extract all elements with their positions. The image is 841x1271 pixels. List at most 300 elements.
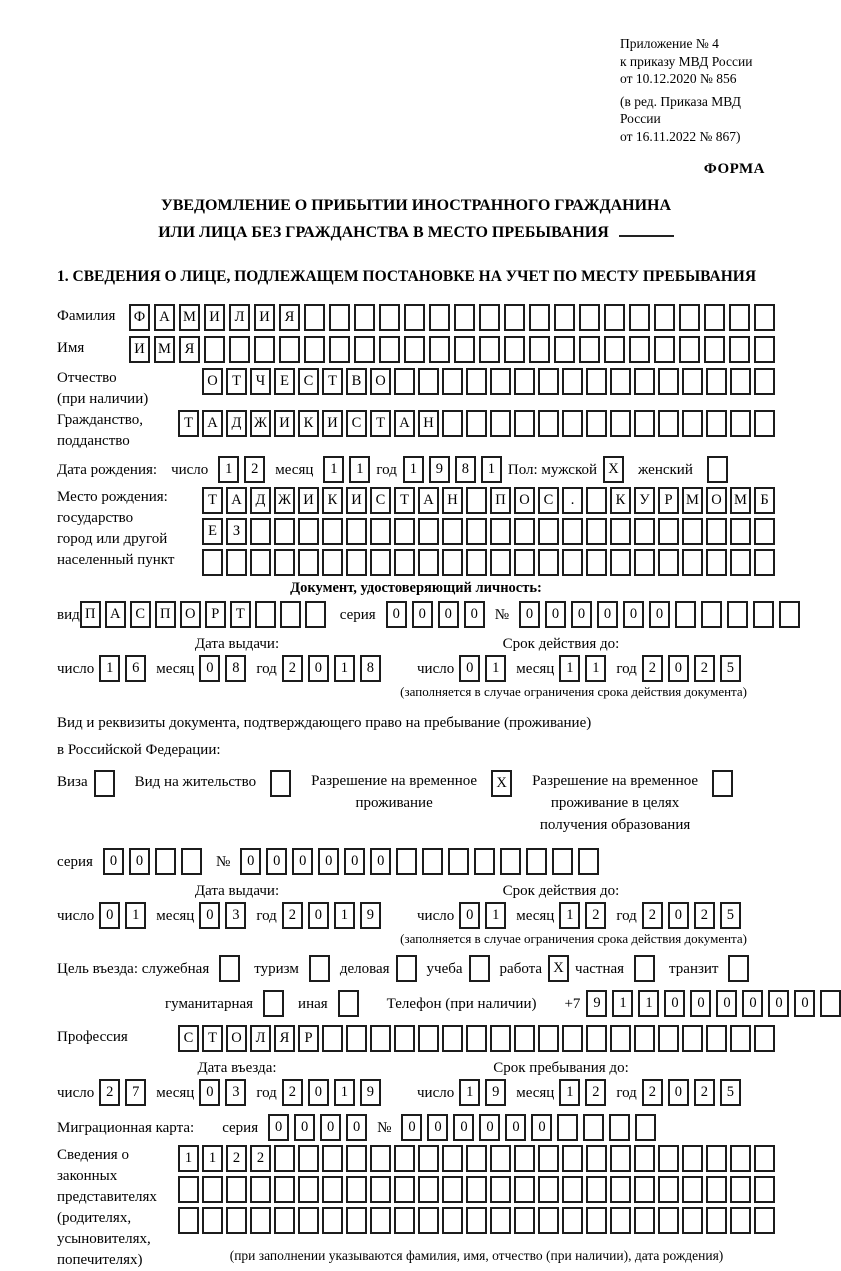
char-box[interactable] (730, 410, 751, 437)
char-box[interactable]: 1 (485, 655, 506, 682)
char-box[interactable]: 2 (282, 655, 303, 682)
char-box[interactable]: 0 (742, 990, 763, 1017)
char-box[interactable] (338, 990, 359, 1017)
char-box[interactable] (346, 1145, 367, 1172)
char-box[interactable] (609, 1114, 630, 1141)
residence-valid-month[interactable] (559, 902, 606, 929)
char-box[interactable]: А (105, 601, 126, 628)
legal-reps-field-row2[interactable] (178, 1176, 775, 1203)
char-box[interactable]: 0 (199, 902, 220, 929)
char-box[interactable] (538, 1176, 559, 1203)
birth-day-field[interactable] (218, 456, 265, 483)
char-box[interactable] (479, 304, 500, 331)
char-box[interactable] (226, 549, 247, 576)
char-box[interactable] (329, 336, 350, 363)
char-box[interactable]: И (274, 410, 295, 437)
char-box[interactable] (229, 336, 250, 363)
char-box[interactable] (610, 1025, 631, 1052)
char-box[interactable] (634, 410, 655, 437)
char-box[interactable] (466, 410, 487, 437)
char-box[interactable] (418, 518, 439, 545)
char-box[interactable]: 0 (464, 601, 485, 628)
char-box[interactable]: 9 (360, 1079, 381, 1106)
char-box[interactable] (274, 1145, 295, 1172)
char-box[interactable] (629, 336, 650, 363)
char-box[interactable] (394, 518, 415, 545)
char-box[interactable] (219, 955, 240, 982)
char-box[interactable]: Ж (274, 487, 295, 514)
char-box[interactable]: 2 (694, 1079, 715, 1106)
char-box[interactable] (370, 1145, 391, 1172)
char-box[interactable] (634, 1176, 655, 1203)
char-box[interactable] (728, 955, 749, 982)
char-box[interactable] (754, 1025, 775, 1052)
char-box[interactable] (706, 1176, 727, 1203)
char-box[interactable] (658, 1145, 679, 1172)
char-box[interactable] (562, 410, 583, 437)
char-box[interactable] (701, 601, 722, 628)
char-box[interactable]: П (80, 601, 101, 628)
char-box[interactable] (586, 1145, 607, 1172)
char-box[interactable] (514, 549, 535, 576)
char-box[interactable] (610, 1176, 631, 1203)
char-box[interactable]: 0 (346, 1114, 367, 1141)
char-box[interactable] (706, 549, 727, 576)
char-box[interactable]: 2 (642, 1079, 663, 1106)
char-box[interactable] (754, 304, 775, 331)
char-box[interactable]: 1 (559, 1079, 580, 1106)
char-box[interactable] (658, 1176, 679, 1203)
char-box[interactable]: . (562, 487, 583, 514)
char-box[interactable] (469, 955, 490, 982)
char-box[interactable]: Т (394, 487, 415, 514)
char-box[interactable] (682, 410, 703, 437)
char-box[interactable] (562, 518, 583, 545)
char-box[interactable]: 1 (559, 655, 580, 682)
char-box[interactable] (298, 1176, 319, 1203)
char-box[interactable] (730, 1025, 751, 1052)
char-box[interactable]: С (370, 487, 391, 514)
char-box[interactable] (226, 1207, 247, 1234)
char-box[interactable]: Я (279, 304, 300, 331)
char-box[interactable] (254, 336, 275, 363)
char-box[interactable]: Т (230, 601, 251, 628)
char-box[interactable] (682, 1207, 703, 1234)
char-box[interactable]: 0 (103, 848, 124, 875)
char-box[interactable] (298, 518, 319, 545)
char-box[interactable]: 0 (794, 990, 815, 1017)
char-box[interactable] (394, 1176, 415, 1203)
char-box[interactable] (538, 1145, 559, 1172)
char-box[interactable]: П (155, 601, 176, 628)
char-box[interactable] (514, 518, 535, 545)
char-box[interactable] (418, 368, 439, 395)
char-box[interactable] (346, 1025, 367, 1052)
char-box[interactable]: 0 (427, 1114, 448, 1141)
char-box[interactable] (442, 1145, 463, 1172)
char-box[interactable]: Б (754, 487, 775, 514)
temp-residence-checkbox[interactable] (491, 770, 512, 797)
char-box[interactable]: 0 (386, 601, 407, 628)
char-box[interactable] (490, 1207, 511, 1234)
birthplace-field-row3[interactable] (202, 549, 775, 576)
char-box[interactable] (354, 304, 375, 331)
char-box[interactable] (706, 1025, 727, 1052)
char-box[interactable]: 0 (453, 1114, 474, 1141)
char-box[interactable] (730, 1176, 751, 1203)
char-box[interactable]: И (204, 304, 225, 331)
char-box[interactable] (682, 1025, 703, 1052)
char-box[interactable]: Ж (250, 410, 271, 437)
char-box[interactable] (250, 1176, 271, 1203)
residence-number-field[interactable] (240, 848, 599, 875)
char-box[interactable] (370, 1207, 391, 1234)
char-box[interactable]: 0 (320, 1114, 341, 1141)
passport-valid-day[interactable] (459, 655, 506, 682)
char-box[interactable] (178, 1207, 199, 1234)
char-box[interactable] (394, 1207, 415, 1234)
purpose-business-checkbox[interactable] (396, 955, 417, 982)
char-box[interactable] (279, 336, 300, 363)
char-box[interactable] (658, 1025, 679, 1052)
char-box[interactable] (466, 549, 487, 576)
char-box[interactable]: Ф (129, 304, 150, 331)
char-box[interactable] (490, 410, 511, 437)
char-box[interactable]: А (154, 304, 175, 331)
char-box[interactable] (554, 304, 575, 331)
residence-permit-checkbox[interactable] (270, 770, 291, 797)
char-box[interactable]: 1 (334, 902, 355, 929)
char-box[interactable] (448, 848, 469, 875)
char-box[interactable]: М (154, 336, 175, 363)
char-box[interactable]: И (346, 487, 367, 514)
char-box[interactable] (250, 518, 271, 545)
purpose-transit-checkbox[interactable] (728, 955, 749, 982)
char-box[interactable]: О (202, 368, 223, 395)
char-box[interactable]: 0 (308, 655, 329, 682)
char-box[interactable]: 0 (545, 601, 566, 628)
char-box[interactable]: 0 (597, 601, 618, 628)
char-box[interactable]: 2 (99, 1079, 120, 1106)
birthplace-field-row2[interactable] (202, 518, 775, 545)
char-box[interactable] (394, 549, 415, 576)
char-box[interactable]: И (322, 410, 343, 437)
char-box[interactable] (322, 1176, 343, 1203)
char-box[interactable] (562, 1207, 583, 1234)
char-box[interactable]: X (491, 770, 512, 797)
char-box[interactable]: 1 (334, 1079, 355, 1106)
char-box[interactable]: 2 (694, 655, 715, 682)
char-box[interactable]: К (298, 410, 319, 437)
char-box[interactable] (635, 1114, 656, 1141)
residence-valid-year[interactable] (642, 902, 741, 929)
char-box[interactable] (658, 518, 679, 545)
char-box[interactable] (155, 848, 176, 875)
char-box[interactable] (370, 518, 391, 545)
citizenship-field[interactable] (178, 410, 775, 437)
char-box[interactable] (706, 1207, 727, 1234)
char-box[interactable]: 7 (125, 1079, 146, 1106)
entry-year[interactable] (282, 1079, 381, 1106)
char-box[interactable]: 0 (623, 601, 644, 628)
char-box[interactable]: Я (179, 336, 200, 363)
char-box[interactable] (514, 1176, 535, 1203)
char-box[interactable]: 0 (292, 848, 313, 875)
char-box[interactable] (578, 848, 599, 875)
char-box[interactable]: 0 (668, 1079, 689, 1106)
char-box[interactable] (396, 955, 417, 982)
char-box[interactable] (704, 304, 725, 331)
char-box[interactable] (682, 1176, 703, 1203)
char-box[interactable]: 0 (199, 655, 220, 682)
passport-issue-year[interactable] (282, 655, 381, 682)
char-box[interactable]: Д (250, 487, 271, 514)
char-box[interactable] (379, 304, 400, 331)
char-box[interactable]: 3 (225, 902, 246, 929)
char-box[interactable]: Т (322, 368, 343, 395)
char-box[interactable]: 2 (226, 1145, 247, 1172)
char-box[interactable]: 0 (649, 601, 670, 628)
char-box[interactable] (604, 304, 625, 331)
char-box[interactable] (707, 456, 728, 483)
char-box[interactable]: П (490, 487, 511, 514)
char-box[interactable]: Е (202, 518, 223, 545)
char-box[interactable]: Р (298, 1025, 319, 1052)
legal-reps-field-row3[interactable] (178, 1207, 775, 1234)
char-box[interactable] (706, 368, 727, 395)
char-box[interactable] (634, 1145, 655, 1172)
char-box[interactable] (557, 1114, 578, 1141)
char-box[interactable] (298, 1207, 319, 1234)
char-box[interactable] (500, 848, 521, 875)
char-box[interactable]: 1 (178, 1145, 199, 1172)
char-box[interactable]: О (706, 487, 727, 514)
char-box[interactable] (586, 1176, 607, 1203)
char-box[interactable] (706, 518, 727, 545)
char-box[interactable] (514, 1145, 535, 1172)
char-box[interactable] (538, 1207, 559, 1234)
char-box[interactable]: С (178, 1025, 199, 1052)
char-box[interactable] (250, 1207, 271, 1234)
char-box[interactable]: 2 (244, 456, 265, 483)
char-box[interactable]: 0 (318, 848, 339, 875)
char-box[interactable] (586, 549, 607, 576)
char-box[interactable]: 0 (308, 902, 329, 929)
char-box[interactable] (610, 518, 631, 545)
char-box[interactable]: 0 (294, 1114, 315, 1141)
char-box[interactable] (274, 518, 295, 545)
char-box[interactable] (634, 549, 655, 576)
char-box[interactable]: Р (658, 487, 679, 514)
char-box[interactable]: С (298, 368, 319, 395)
char-box[interactable] (329, 304, 350, 331)
char-box[interactable]: М (682, 487, 703, 514)
char-box[interactable] (466, 487, 487, 514)
char-box[interactable] (442, 410, 463, 437)
char-box[interactable]: 0 (99, 902, 120, 929)
char-box[interactable] (346, 518, 367, 545)
char-box[interactable] (586, 1207, 607, 1234)
char-box[interactable]: 9 (586, 990, 607, 1017)
char-box[interactable]: З (226, 518, 247, 545)
char-box[interactable] (529, 336, 550, 363)
char-box[interactable] (610, 549, 631, 576)
legal-reps-field-row1[interactable] (178, 1145, 775, 1172)
char-box[interactable] (322, 1025, 343, 1052)
char-box[interactable] (466, 1025, 487, 1052)
char-box[interactable] (202, 1176, 223, 1203)
char-box[interactable]: 0 (370, 848, 391, 875)
char-box[interactable]: 5 (720, 1079, 741, 1106)
char-box[interactable]: 5 (720, 655, 741, 682)
char-box[interactable]: Д (226, 410, 247, 437)
char-box[interactable] (730, 1207, 751, 1234)
char-box[interactable] (538, 410, 559, 437)
char-box[interactable] (658, 1207, 679, 1234)
char-box[interactable]: 0 (519, 601, 540, 628)
char-box[interactable] (250, 549, 271, 576)
patronymic-field[interactable] (202, 368, 775, 395)
char-box[interactable]: 9 (360, 902, 381, 929)
char-box[interactable] (466, 368, 487, 395)
entry-day[interactable] (99, 1079, 146, 1106)
visa-checkbox[interactable] (94, 770, 115, 797)
char-box[interactable]: 2 (282, 902, 303, 929)
char-box[interactable]: X (603, 456, 624, 483)
char-box[interactable] (604, 336, 625, 363)
char-box[interactable] (730, 368, 751, 395)
char-box[interactable] (514, 1207, 535, 1234)
char-box[interactable] (634, 1207, 655, 1234)
char-box[interactable]: Р (205, 601, 226, 628)
char-box[interactable]: 0 (199, 1079, 220, 1106)
char-box[interactable] (730, 549, 751, 576)
temp-residence-edu-checkbox[interactable] (712, 770, 733, 797)
char-box[interactable]: 0 (401, 1114, 422, 1141)
migration-card-series-field[interactable] (268, 1114, 367, 1141)
char-box[interactable]: 2 (282, 1079, 303, 1106)
char-box[interactable] (514, 1025, 535, 1052)
char-box[interactable] (274, 1207, 295, 1234)
given-name-field[interactable] (129, 336, 775, 363)
char-box[interactable]: 0 (505, 1114, 526, 1141)
char-box[interactable]: 0 (344, 848, 365, 875)
char-box[interactable] (586, 487, 607, 514)
birth-year-field[interactable] (403, 456, 502, 483)
char-box[interactable] (586, 518, 607, 545)
passport-series-field[interactable] (386, 601, 485, 628)
char-box[interactable] (226, 1176, 247, 1203)
phone-field[interactable] (586, 990, 841, 1017)
char-box[interactable] (442, 1025, 463, 1052)
char-box[interactable] (526, 848, 547, 875)
char-box[interactable] (579, 336, 600, 363)
char-box[interactable] (346, 1176, 367, 1203)
char-box[interactable] (779, 601, 800, 628)
purpose-official-checkbox[interactable] (219, 955, 240, 982)
char-box[interactable]: 1 (202, 1145, 223, 1172)
char-box[interactable] (754, 368, 775, 395)
char-box[interactable] (554, 336, 575, 363)
char-box[interactable]: А (418, 487, 439, 514)
birth-month-field[interactable] (323, 456, 370, 483)
char-box[interactable] (754, 1207, 775, 1234)
char-box[interactable]: 1 (585, 655, 606, 682)
char-box[interactable]: О (514, 487, 535, 514)
char-box[interactable] (529, 304, 550, 331)
char-box[interactable] (442, 1207, 463, 1234)
char-box[interactable]: 1 (99, 655, 120, 682)
char-box[interactable] (379, 336, 400, 363)
char-box[interactable]: 0 (240, 848, 261, 875)
char-box[interactable] (682, 368, 703, 395)
char-box[interactable] (454, 304, 475, 331)
char-box[interactable] (730, 518, 751, 545)
char-box[interactable] (586, 410, 607, 437)
char-box[interactable]: 0 (308, 1079, 329, 1106)
char-box[interactable]: А (202, 410, 223, 437)
char-box[interactable]: И (254, 304, 275, 331)
char-box[interactable] (579, 304, 600, 331)
char-box[interactable] (490, 549, 511, 576)
char-box[interactable]: Т (178, 410, 199, 437)
char-box[interactable] (610, 1145, 631, 1172)
char-box[interactable] (322, 549, 343, 576)
char-box[interactable] (418, 1145, 439, 1172)
char-box[interactable] (658, 410, 679, 437)
purpose-study-checkbox[interactable] (469, 955, 490, 982)
entry-month[interactable] (199, 1079, 246, 1106)
char-box[interactable] (583, 1114, 604, 1141)
char-box[interactable] (442, 518, 463, 545)
char-box[interactable] (346, 549, 367, 576)
passport-number-field[interactable] (519, 601, 800, 628)
char-box[interactable] (298, 1145, 319, 1172)
char-box[interactable]: И (298, 487, 319, 514)
char-box[interactable]: О (226, 1025, 247, 1052)
char-box[interactable]: 9 (429, 456, 450, 483)
passport-valid-year[interactable] (642, 655, 741, 682)
char-box[interactable] (706, 410, 727, 437)
char-box[interactable]: 0 (268, 1114, 289, 1141)
purpose-private-checkbox[interactable] (634, 955, 655, 982)
char-box[interactable]: К (610, 487, 631, 514)
char-box[interactable] (94, 770, 115, 797)
char-box[interactable] (704, 336, 725, 363)
char-box[interactable] (418, 549, 439, 576)
char-box[interactable] (202, 1207, 223, 1234)
passport-issue-day[interactable] (99, 655, 146, 682)
char-box[interactable] (474, 848, 495, 875)
char-box[interactable] (305, 601, 326, 628)
char-box[interactable] (712, 770, 733, 797)
char-box[interactable] (466, 518, 487, 545)
char-box[interactable] (418, 1025, 439, 1052)
char-box[interactable] (490, 1025, 511, 1052)
passport-issue-month[interactable] (199, 655, 246, 682)
char-box[interactable]: Т (202, 1025, 223, 1052)
char-box[interactable] (754, 1176, 775, 1203)
char-box[interactable]: С (130, 601, 151, 628)
char-box[interactable] (514, 368, 535, 395)
char-box[interactable] (729, 336, 750, 363)
doc-kind-field[interactable] (80, 601, 326, 628)
char-box[interactable]: А (394, 410, 415, 437)
char-box[interactable] (270, 770, 291, 797)
char-box[interactable] (466, 1145, 487, 1172)
char-box[interactable] (394, 1025, 415, 1052)
purpose-other-checkbox[interactable] (338, 990, 359, 1017)
